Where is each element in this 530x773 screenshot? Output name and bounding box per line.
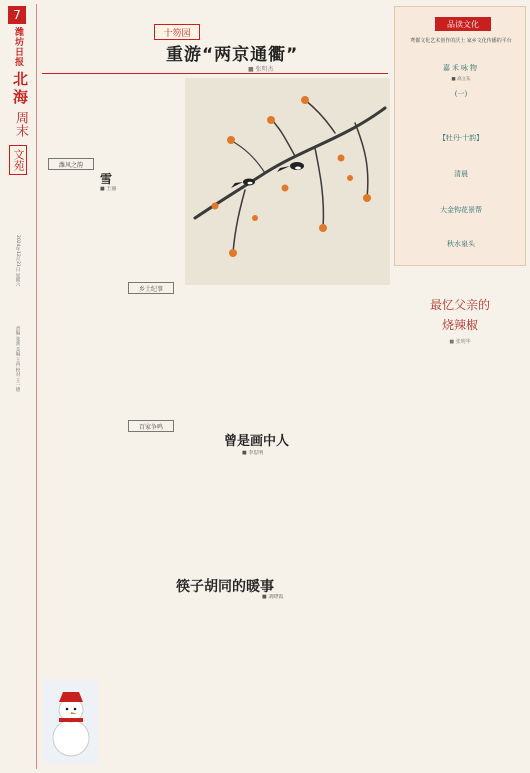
magpie-persimmon-painting [185, 78, 390, 285]
feature-title-line1: 最忆父亲的 [429, 298, 490, 312]
sidebar-panel [394, 6, 526, 266]
snowman-illustration [44, 680, 98, 764]
poem-section-b: 【牡丹·十韵】 [438, 134, 484, 142]
left-article-body [44, 196, 182, 676]
main-article-body [44, 84, 182, 146]
poem-section-a: (一) [454, 90, 468, 98]
issue-date: 2024年12月21日 星期六 [15, 235, 20, 287]
left-article-title: 雪 [100, 172, 113, 186]
bottom-article-body [118, 606, 390, 766]
masthead [4, 6, 32, 426]
poem-section-d: 大金钩花景帮 [440, 206, 482, 214]
feature-body [398, 350, 522, 764]
sidebar-subtitle: 鸢都文化艺术创作的沃土 家乡文化传播的平台 [410, 38, 512, 44]
bottom-article-title: 筷子胡同的暖事 [176, 579, 274, 595]
masthead-divider [36, 4, 37, 769]
section-label: 文苑 [9, 145, 27, 175]
poem-author: ■ 高立东 [451, 77, 471, 82]
poem-title: 嘉禾咏物 [443, 64, 479, 72]
middle-column-tag: 百家争鸣 [128, 420, 174, 432]
main-article-title: 重游“两京通衢” [166, 45, 299, 65]
page-number: 7 [8, 6, 26, 24]
editor-credits: 责编 张蕾 美编 王冉 校对 王一德 [15, 326, 20, 392]
left-column-tag: 潍风之韵 [48, 158, 94, 170]
paper-title: 北海 [11, 71, 29, 107]
paper-subtitle: 周末 [13, 111, 28, 137]
middle-article-title: 曾是画中人 [224, 434, 290, 449]
middle-article-author: ■ 李思明 [242, 450, 264, 456]
poem-section-c: 清晨 [454, 170, 468, 178]
sidebar [394, 6, 526, 768]
bottom-article-author: ■ 刘晓霞 [262, 594, 284, 600]
main-article-header [42, 4, 388, 74]
image-column-tag: 乡土纪事 [128, 282, 174, 294]
brand-name: 潍坊日报 [13, 27, 23, 67]
column-badge: 十笏园 [154, 24, 200, 40]
left-article-author: ■ 王丽 [100, 186, 117, 192]
poem-section-e: 秋水泉头 [447, 240, 475, 248]
middle-article-body [118, 464, 390, 572]
sidebar-header: 品读文化 [435, 17, 491, 31]
main-article-author: ■ 张明杰 [248, 66, 274, 73]
feature-author: ■ 张明华 [449, 339, 471, 345]
feature-title-line2: 烧辣椒 [441, 318, 478, 332]
